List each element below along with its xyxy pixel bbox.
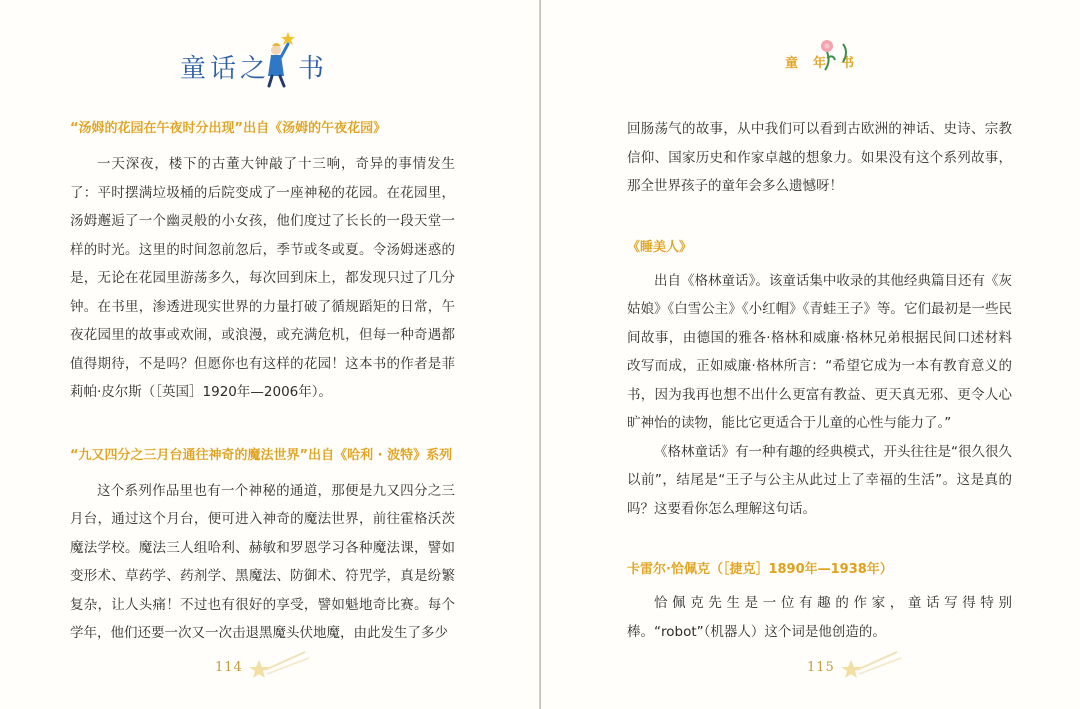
continuation-paragraph: 回肠荡气的故事，从中我们可以看到古欧洲的神话、史诗、宗教信仰、国家历史和作家卓越的想象力。如果没有这个系列故事，那全世界孩子的童年会多么遗憾呀！ — [627, 121, 1012, 194]
section-heading: 《睡美人》 — [627, 239, 693, 255]
logo-chars — [180, 48, 270, 85]
star-icon — [837, 648, 907, 684]
left-content — [70, 120, 455, 648]
star-icon — [245, 648, 315, 684]
right-content — [627, 115, 1012, 646]
logo-text: 童 年 书 — [785, 56, 857, 71]
left-page — [0, 0, 539, 709]
right-header-logo — [785, 38, 905, 72]
page-number: 115 — [807, 660, 835, 675]
section-heading: 卡雷尔·恰佩克（［捷克］1890年—1938年） — [627, 562, 893, 577]
section-heading: “九又四分之三月台通往神奇的魔法世界”出自《哈利 · 波特》系列 — [70, 447, 453, 463]
section-paragraph: 一天深夜，楼下的古董大钟敲了十三响，奇异的事情发生了：平时摆满垃圾桶的后院变成了一座神秘的花园。在花园里，汤姆邂逅了一个幽灵般的小女孩，他们度过了长长的一段天堂一样的时光。这里的时间忽前忽后，季节或冬或夏。令汤姆迷惑的是，无论在花园里游荡多久，每次回到床上，都发现只过了几分钟。在书里，渗透进现实世界的力量打破了循规蹈矩的日常，午夜花园里的故事或欢闹，或浪漫，或充满危机，但每一种奇遇都值得期待，不是吗？但愿你也有这样的花园！这本书的作者是菲莉帕·皮尔斯（［英国］1920年—2006年）。 — [70, 156, 455, 400]
section-paragraph: 出自《格林童话》。该童话集中收录的其他经典篇目还有《灰姑娘》《白雪公主》《小红帽》《青蛙王子》等。它们最初是一些民间故事，由德国的雅各·格林和威廉·格林兄弟根据民间口述材料改写而成，正如威廉·格林所言：“希望它成为一本有教育意义的书，因为我再也想不出什么更富有教益、更天真无邪、更令人心旷神怡的读物，能比它更适合于儿童的心性与能力了。” — [627, 272, 1012, 431]
page-number: 114 — [215, 660, 243, 675]
logo-char-2: 话 — [210, 54, 239, 84]
left-header-logo — [180, 30, 325, 90]
section-paragraph: 恰佩克先生是一位有趣的作家，童话写得特别棒。“robot”（机器人）这个词是他创造的。 — [627, 595, 1012, 640]
section-heading: “汤姆的花园在午夜时分出现”出自《汤姆的午夜花园》 — [70, 121, 387, 136]
flower-icon — [815, 38, 855, 72]
right-page — [541, 0, 1080, 709]
logo-char-1: 童 — [180, 54, 209, 84]
child-figure-icon — [260, 30, 300, 90]
logo-char-4: 书 — [298, 54, 325, 84]
section-paragraph: 这个系列作品里也有一个神秘的通道，那便是九又四分之三月台，通过这个月台，便可进入神奇的魔法世界，前往霍格沃茨魔法学校。魔法三人组哈利、赫敏和罗恩学习各种魔法课，譬如变形术、草药学、药剂学、黑魔法、防御术、符咒学，真是纷繁复杂，让人头痛！不过也有很好的享受，譬如魁地奇比赛。每个学年，他们还要一次又一次击退黑魔头伏地魔，由此发生了多少 — [70, 482, 455, 641]
section-paragraph: 《格林童话》有一种有趣的经典模式，开头往往是“很久很久以前”，结尾是“王子与公主从此过上了幸福的生活”。这是真的吗？这要看你怎么理解这句话。 — [627, 443, 1012, 517]
logo-char-3: 之 — [240, 54, 269, 84]
